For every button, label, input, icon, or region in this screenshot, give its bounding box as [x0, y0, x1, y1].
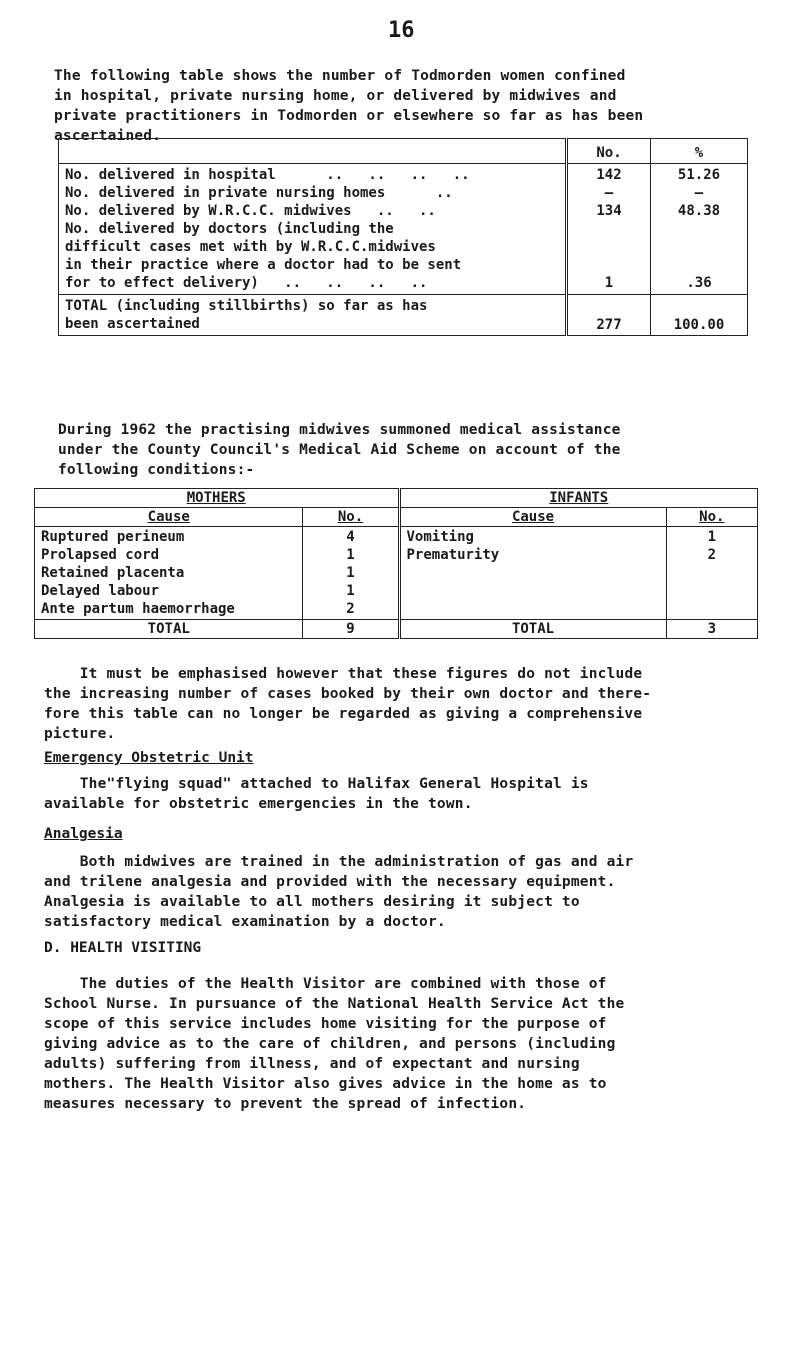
mothers-title: MOTHERS [35, 489, 400, 508]
header-pct: % [651, 139, 748, 164]
list-item: 1 [346, 565, 355, 581]
delivery-table [58, 138, 748, 336]
list-item: 1 [346, 547, 355, 563]
page-number: 16 [388, 18, 415, 43]
list-item: 1 [707, 529, 716, 545]
header-no: No. [567, 139, 651, 164]
row-no: 142 [596, 167, 622, 183]
delivery-table-header [59, 139, 748, 164]
delivery-labels [65, 166, 559, 292]
list-item: Prolapsed cord [41, 547, 160, 563]
mothers-causes [41, 528, 296, 618]
row-pct: 48.38 [677, 203, 721, 219]
delivery-table-body [59, 164, 748, 295]
mothers-total-value: 9 [303, 620, 399, 639]
row-label: No. delivered by W.R.C.C. midwives .. .. [65, 203, 436, 219]
row-label: No. delivered in hospital .. .. .. .. [65, 167, 470, 183]
mothers-no-header: No. [303, 508, 399, 527]
medical-aid-paragraph: During 1962 the practising midwives summoned medical assistance under the County Council's Medical Aid Scheme on account of the following conditions:- [58, 422, 621, 478]
row-pct: 51.26 [677, 167, 721, 183]
list-item: Ruptured perineum [41, 529, 185, 545]
delivery-table-total [59, 295, 748, 336]
mothers-cause-header: Cause [35, 508, 303, 527]
total-no: 277 [567, 295, 651, 336]
row-label: No. delivered by doctors (including the difficult cases met with by W.R.C.C.midwives in their practice where a doctor had to be sent for to effect delivery) .. .. .. .. [65, 221, 462, 291]
mothers-counts [309, 528, 391, 618]
row-pct: – [694, 185, 704, 201]
intro-paragraph: The following table shows the number of Todmorden women confined in hospital, private nursing home, or delivered by midwives and private practitioners in Todmorden or elsewhere so far as has been ascertained. [54, 68, 644, 144]
list-item: 1 [346, 583, 355, 599]
total-pct: 100.00 [651, 295, 748, 336]
infants-title: INFANTS [399, 489, 758, 508]
row-no: 1 [604, 275, 614, 291]
mothers-total-label: TOTAL [35, 620, 303, 639]
medical-aid-table [34, 488, 758, 639]
infants-causes [407, 528, 660, 564]
list-item: Vomiting [406, 529, 474, 545]
infants-total-label: TOTAL [399, 620, 666, 639]
infants-total-value: 3 [666, 620, 757, 639]
infants-no-header: No. [666, 508, 757, 527]
row-pct: .36 [686, 275, 712, 291]
list-item: Retained placenta [41, 565, 185, 581]
list-item: Prematurity [406, 547, 500, 563]
infants-cause-header: Cause [399, 508, 666, 527]
heading-analgesia: Analgesia [44, 826, 123, 842]
analgesia-paragraph: Both midwives are trained in the administration of gas and air and trilene analgesia and provided with the necessary equipment. Analgesia is available to all mothers desiring it subject to satisfactory medical examination by a doctor. [44, 854, 634, 930]
list-item: Ante partum haemorrhage [41, 601, 235, 617]
list-item: 2 [707, 547, 716, 563]
health-visiting-paragraph: The duties of the Health Visitor are combined with those of School Nurse. In pursuance of the National Health Service Act the scope of this service includes home visiting for the purpose of giving advice as to the care of children, and persons (including adults) suffering from illness, and of expectant and nursing mothers. The Health Visitor also gives advice in the home as to measures necessary to prevent the spread of infection. [44, 976, 625, 1112]
list-item: Delayed labour [41, 583, 160, 599]
list-item: 4 [346, 529, 355, 545]
row-no: – [604, 185, 614, 201]
flying-squad-paragraph: The"flying squad" attached to Halifax General Hospital is available for obstetric emergencies in the town. [44, 776, 589, 812]
heading-emergency-obstetric-unit: Emergency Obstetric Unit [44, 750, 254, 766]
row-no: 134 [596, 203, 622, 219]
heading-health-visiting: D. HEALTH VISITING [44, 940, 202, 956]
row-label: No. delivered in private nursing homes .. [65, 185, 453, 201]
infants-counts [673, 528, 751, 564]
list-item: 2 [346, 601, 355, 617]
emphasis-paragraph: It must be emphasised however that these figures do not include the increasing number of cases booked by their own doctor and there- fore this table can no longer be regarded as giving a comprehensive picture. [44, 666, 652, 742]
total-label: TOTAL (including stillbirths) so far as has been ascertained [59, 295, 567, 336]
